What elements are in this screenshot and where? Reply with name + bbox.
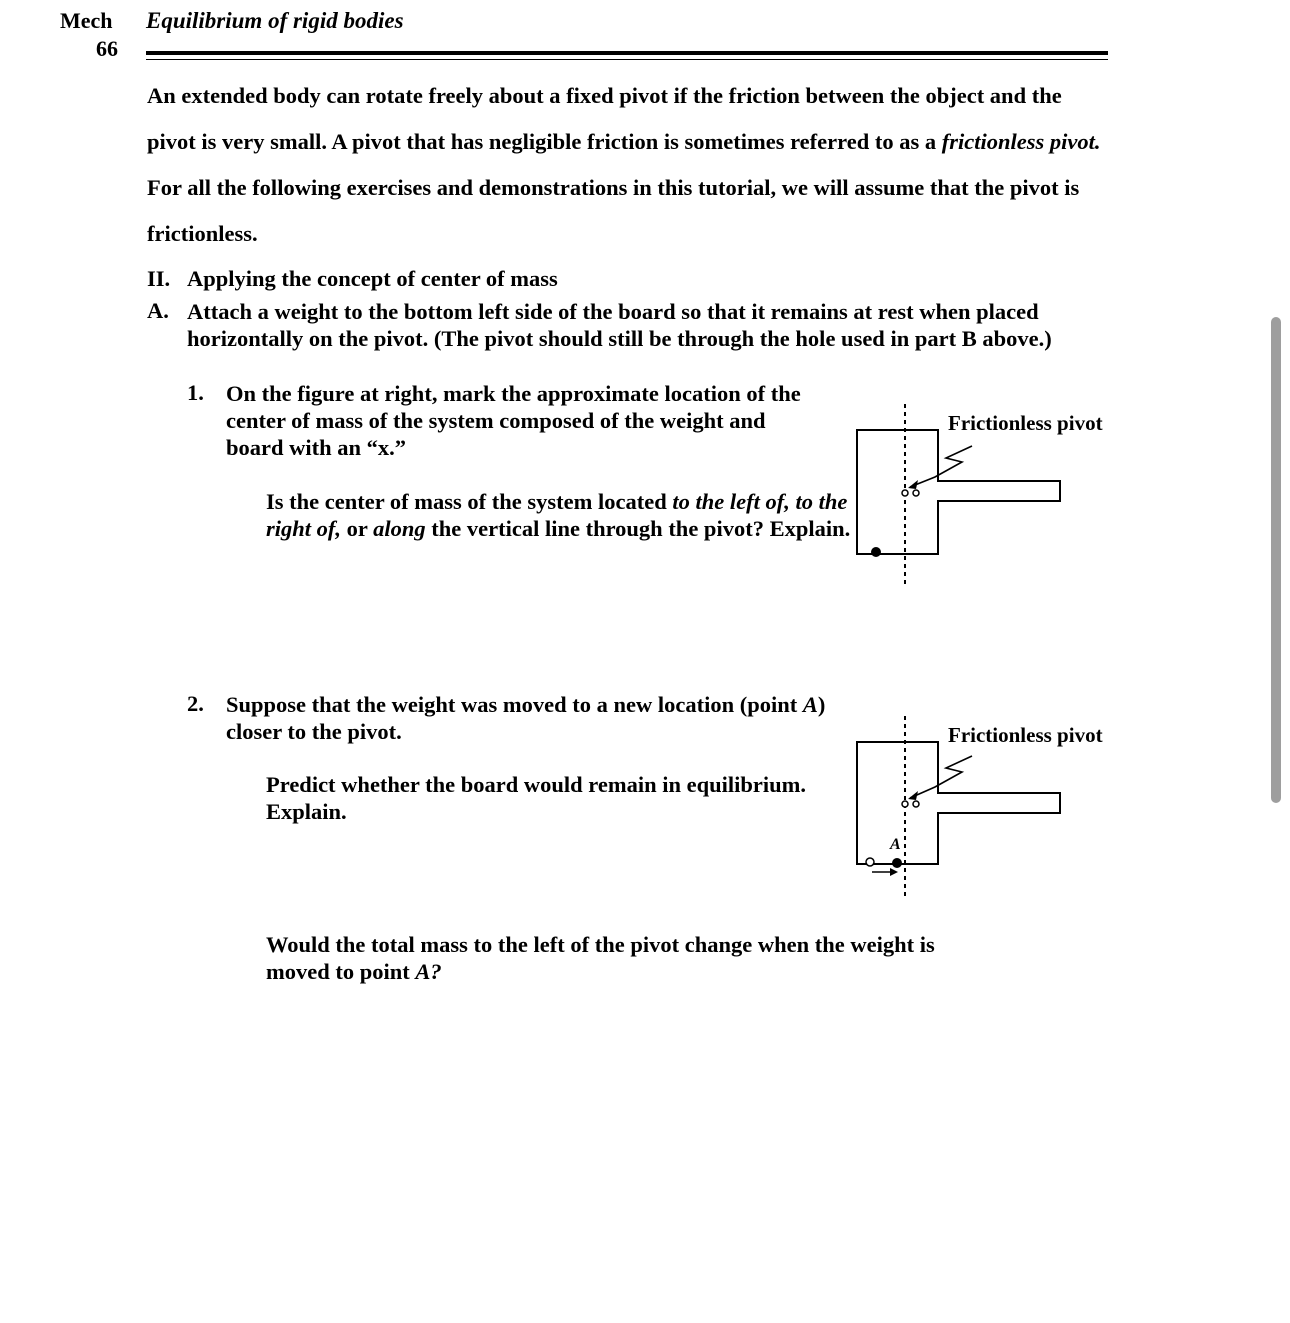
figure-2-pivot-label: Frictionless pivot	[948, 723, 1103, 747]
header-rule-thick	[146, 51, 1108, 55]
part-a-label: A.	[147, 298, 169, 323]
question-1-subquestion	[266, 488, 856, 542]
question-2-text	[226, 691, 826, 745]
point-a-label: A	[890, 836, 901, 853]
weight-dot	[871, 547, 881, 557]
part-a-text: Attach a weight to the bottom left side of the board so that it remains at rest when placed horizontally on the pivot. (The pivot should still be through the hole used in part B above.)	[187, 299, 1052, 351]
pivot-arrowhead	[908, 791, 918, 800]
question-2-subquestion: Predict whether the board would remain in equilibrium. Explain.	[266, 772, 807, 824]
question-2-number: 2.	[187, 691, 204, 716]
scrollbar-thumb[interactable]	[1271, 317, 1281, 803]
question-1-number: 1.	[187, 380, 204, 405]
move-arrowhead	[890, 868, 898, 876]
old-weight-position	[866, 858, 874, 866]
page-number: 66	[96, 36, 118, 61]
header-rule-thin	[146, 59, 1108, 60]
question-1-text: On the figure at right, mark the approximate location of the center of mass of the system composed of the weight and board with an “x.”	[226, 381, 801, 460]
board-outline	[857, 742, 1060, 864]
figure-1-pivot-label: Frictionless pivot	[948, 411, 1103, 435]
section-heading: Applying the concept of center of mass	[187, 266, 558, 291]
pivot-hole	[902, 801, 908, 807]
board-outline	[857, 430, 1060, 554]
q2-text-2: ) closer to the pivot.	[226, 692, 826, 744]
intro-text-1: An extended body can rotate freely about a fixed pivot if the friction between the object and the pivot is very small. A pivot that has negligible friction is sometimes referred to as a	[147, 83, 1062, 154]
question-3-text	[266, 931, 986, 985]
q1-sub-italic-1: to the left of, to the right of,	[266, 489, 848, 541]
intro-paragraph	[147, 73, 1107, 257]
q1-sub-text-2: or	[341, 516, 374, 541]
q2-point-label: A	[802, 692, 818, 717]
q1-sub-text-1: Is the center of mass of the system located	[266, 489, 673, 514]
pivot-hole	[902, 490, 908, 496]
q3-point-label: A?	[415, 959, 442, 984]
section-number: II.	[147, 266, 171, 291]
page-title: Equilibrium of rigid bodies	[146, 8, 404, 33]
pivot-hole-2	[913, 801, 919, 807]
q2-text-1: Suppose that the weight was moved to a new location (point	[226, 692, 803, 717]
q1-sub-italic-2: along	[373, 516, 426, 541]
intro-text-2: For all the following exercises and demonstrations in this tutorial, we will assume that the pivot is frictionless.	[147, 175, 1080, 246]
pivot-arrowhead	[908, 480, 918, 489]
pivot-hole-2	[913, 490, 919, 496]
q3-text-1: Would the total mass to the left of the pivot change when the weight is moved to point	[266, 932, 935, 984]
section-code: Mech	[60, 8, 113, 33]
q1-sub-text-3: the vertical line through the pivot? Explain.	[425, 516, 851, 541]
pivot-leader-line	[910, 756, 972, 798]
intro-italic-term: frictionless pivot.	[941, 129, 1101, 154]
weight-dot	[892, 858, 902, 868]
